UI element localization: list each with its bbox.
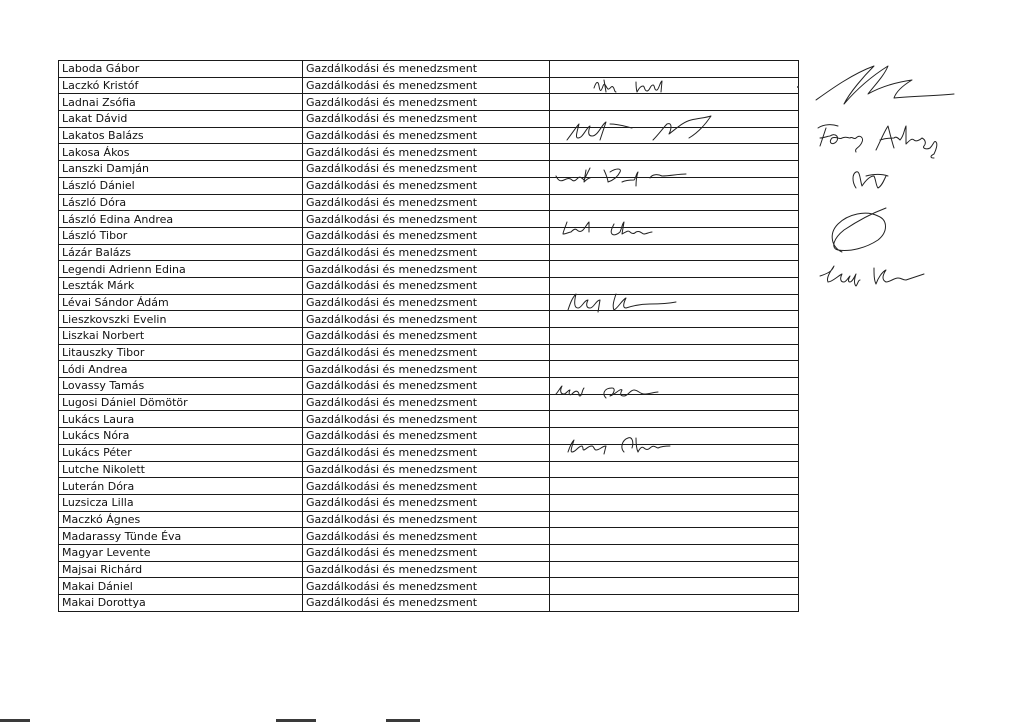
student-name-cell: Lugosi Dániel Dömötör bbox=[59, 394, 303, 411]
signature-cell bbox=[550, 561, 799, 578]
student-name-cell: Luzsicza Lilla bbox=[59, 494, 303, 511]
program-cell: Gazdálkodási és menedzsment bbox=[303, 161, 550, 178]
student-name-cell: Lódi Andrea bbox=[59, 361, 303, 378]
signature-initials bbox=[853, 172, 888, 188]
table-row bbox=[59, 94, 799, 111]
student-name-cell: Makai Dániel bbox=[59, 578, 303, 595]
signature-cell bbox=[550, 294, 799, 311]
program-cell: Gazdálkodási és menedzsment bbox=[303, 494, 550, 511]
program-cell: Gazdálkodási és menedzsment bbox=[303, 461, 550, 478]
table-row bbox=[59, 211, 799, 228]
signature-cell bbox=[550, 428, 799, 445]
program-cell: Gazdálkodási és menedzsment bbox=[303, 328, 550, 345]
student-name-cell: Majsai Richárd bbox=[59, 561, 303, 578]
table-row bbox=[59, 411, 799, 428]
program-cell: Gazdálkodási és menedzsment bbox=[303, 595, 550, 612]
table-row bbox=[59, 361, 799, 378]
program-cell: Gazdálkodási és menedzsment bbox=[303, 361, 550, 378]
program-cell: Gazdálkodási és menedzsment bbox=[303, 227, 550, 244]
student-name-cell: Laczkó Kristóf bbox=[59, 77, 303, 94]
table-row bbox=[59, 444, 799, 461]
signature-cell bbox=[550, 378, 799, 395]
signature-cell bbox=[550, 478, 799, 495]
program-cell: Gazdálkodási és menedzsment bbox=[303, 428, 550, 445]
table-row bbox=[59, 294, 799, 311]
table-row bbox=[59, 394, 799, 411]
program-cell: Gazdálkodási és menedzsment bbox=[303, 261, 550, 278]
student-name-cell: Lakosa Ákos bbox=[59, 144, 303, 161]
signature-cell bbox=[550, 578, 799, 595]
signature-cell bbox=[550, 61, 799, 78]
student-name-cell: Liszkai Norbert bbox=[59, 328, 303, 345]
student-name-cell: Lanszki Damján bbox=[59, 161, 303, 178]
program-cell: Gazdálkodási és menedzsment bbox=[303, 277, 550, 294]
signature-cell bbox=[550, 177, 799, 194]
signature-cell bbox=[550, 344, 799, 361]
signature-cell bbox=[550, 511, 799, 528]
signature-cell bbox=[550, 94, 799, 111]
program-cell: Gazdálkodási és menedzsment bbox=[303, 177, 550, 194]
table-row bbox=[59, 177, 799, 194]
program-cell: Gazdálkodási és menedzsment bbox=[303, 61, 550, 78]
signature-cell bbox=[550, 277, 799, 294]
student-name-cell: Madarassy Tünde Éva bbox=[59, 528, 303, 545]
signature-cell bbox=[550, 194, 799, 211]
program-cell: Gazdálkodási és menedzsment bbox=[303, 344, 550, 361]
program-cell: Gazdálkodási és menedzsment bbox=[303, 444, 550, 461]
table-row bbox=[59, 61, 799, 78]
table-row bbox=[59, 277, 799, 294]
student-name-cell: Lukács Nóra bbox=[59, 428, 303, 445]
program-cell: Gazdálkodási és menedzsment bbox=[303, 111, 550, 128]
student-name-cell: László Tibor bbox=[59, 227, 303, 244]
signature-cell bbox=[550, 211, 799, 228]
student-name-cell: Lévai Sándor Ádám bbox=[59, 294, 303, 311]
signature-cell bbox=[550, 161, 799, 178]
student-name-cell: László Dóra bbox=[59, 194, 303, 211]
table-row bbox=[59, 528, 799, 545]
signature-cell bbox=[550, 361, 799, 378]
signature-cell bbox=[550, 261, 799, 278]
signature-cell bbox=[550, 111, 799, 128]
signature-cell bbox=[550, 227, 799, 244]
student-name-cell: Lukács Laura bbox=[59, 411, 303, 428]
table-row bbox=[59, 328, 799, 345]
signature-cell bbox=[550, 544, 799, 561]
table-row bbox=[59, 244, 799, 261]
student-name-cell: Leszták Márk bbox=[59, 277, 303, 294]
program-cell: Gazdálkodási és menedzsment bbox=[303, 478, 550, 495]
signature-sheet-table bbox=[58, 60, 799, 612]
table-row bbox=[59, 194, 799, 211]
program-cell: Gazdálkodási és menedzsment bbox=[303, 194, 550, 211]
student-name-cell: Litauszky Tibor bbox=[59, 344, 303, 361]
student-name-cell: Makai Dorottya bbox=[59, 595, 303, 612]
program-cell: Gazdálkodási és menedzsment bbox=[303, 561, 550, 578]
student-name-cell: Lázár Balázs bbox=[59, 244, 303, 261]
program-cell: Gazdálkodási és menedzsment bbox=[303, 77, 550, 94]
signature-farago-andras bbox=[818, 125, 937, 158]
table-row bbox=[59, 461, 799, 478]
program-cell: Gazdálkodási és menedzsment bbox=[303, 511, 550, 528]
table-row bbox=[59, 161, 799, 178]
student-name-cell: Magyar Levente bbox=[59, 544, 303, 561]
program-cell: Gazdálkodási és menedzsment bbox=[303, 394, 550, 411]
signature-cell bbox=[550, 127, 799, 144]
signature-cell bbox=[550, 144, 799, 161]
signature-cell bbox=[550, 444, 799, 461]
table-row bbox=[59, 578, 799, 595]
program-cell: Gazdálkodási és menedzsment bbox=[303, 127, 550, 144]
table-row bbox=[59, 111, 799, 128]
signature-cell bbox=[550, 311, 799, 328]
table-row bbox=[59, 378, 799, 395]
table-row bbox=[59, 595, 799, 612]
program-cell: Gazdálkodási és menedzsment bbox=[303, 144, 550, 161]
signature-cell bbox=[550, 411, 799, 428]
student-name-cell: Lakatos Balázs bbox=[59, 127, 303, 144]
signature-cell bbox=[550, 494, 799, 511]
table-row bbox=[59, 478, 799, 495]
table-row bbox=[59, 227, 799, 244]
table-row bbox=[59, 311, 799, 328]
table-row bbox=[59, 144, 799, 161]
table-row bbox=[59, 261, 799, 278]
signature-cell bbox=[550, 77, 799, 94]
student-name-cell: Lovassy Tamás bbox=[59, 378, 303, 395]
student-name-cell: Lieszkovszki Evelin bbox=[59, 311, 303, 328]
program-cell: Gazdálkodási és menedzsment bbox=[303, 244, 550, 261]
signature-cell bbox=[550, 244, 799, 261]
program-cell: Gazdálkodási és menedzsment bbox=[303, 311, 550, 328]
program-cell: Gazdálkodási és menedzsment bbox=[303, 94, 550, 111]
signature-cell bbox=[550, 528, 799, 545]
student-name-cell: Legendi Adrienn Edina bbox=[59, 261, 303, 278]
table-row bbox=[59, 494, 799, 511]
student-name-cell: Lakat Dávid bbox=[59, 111, 303, 128]
signature-cell bbox=[550, 328, 799, 345]
program-cell: Gazdálkodási és menedzsment bbox=[303, 211, 550, 228]
signature-cell bbox=[550, 595, 799, 612]
student-name-cell: Ladnai Zsófia bbox=[59, 94, 303, 111]
student-name-cell: Luterán Dóra bbox=[59, 478, 303, 495]
program-cell: Gazdálkodási és menedzsment bbox=[303, 294, 550, 311]
student-name-cell: Maczkó Ágnes bbox=[59, 511, 303, 528]
signature-margin-flourish bbox=[816, 66, 954, 104]
table-row bbox=[59, 127, 799, 144]
signature-cell bbox=[550, 394, 799, 411]
program-cell: Gazdálkodási és menedzsment bbox=[303, 378, 550, 395]
signature-sheet-body bbox=[59, 61, 799, 612]
student-name-cell: László Dániel bbox=[59, 177, 303, 194]
student-name-cell: Laboda Gábor bbox=[59, 61, 303, 78]
table-row bbox=[59, 511, 799, 528]
table-row bbox=[59, 561, 799, 578]
table-row bbox=[59, 77, 799, 94]
student-name-cell: Lukács Péter bbox=[59, 444, 303, 461]
student-name-cell: Lutche Nikolett bbox=[59, 461, 303, 478]
table-row bbox=[59, 544, 799, 561]
program-cell: Gazdálkodási és menedzsment bbox=[303, 411, 550, 428]
table-row bbox=[59, 428, 799, 445]
table-row bbox=[59, 344, 799, 361]
program-cell: Gazdálkodási és menedzsment bbox=[303, 544, 550, 561]
program-cell: Gazdálkodási és menedzsment bbox=[303, 528, 550, 545]
signature-cell bbox=[550, 461, 799, 478]
student-name-cell: László Edina Andrea bbox=[59, 211, 303, 228]
signature-dalai-kinda bbox=[820, 208, 924, 286]
program-cell: Gazdálkodási és menedzsment bbox=[303, 578, 550, 595]
